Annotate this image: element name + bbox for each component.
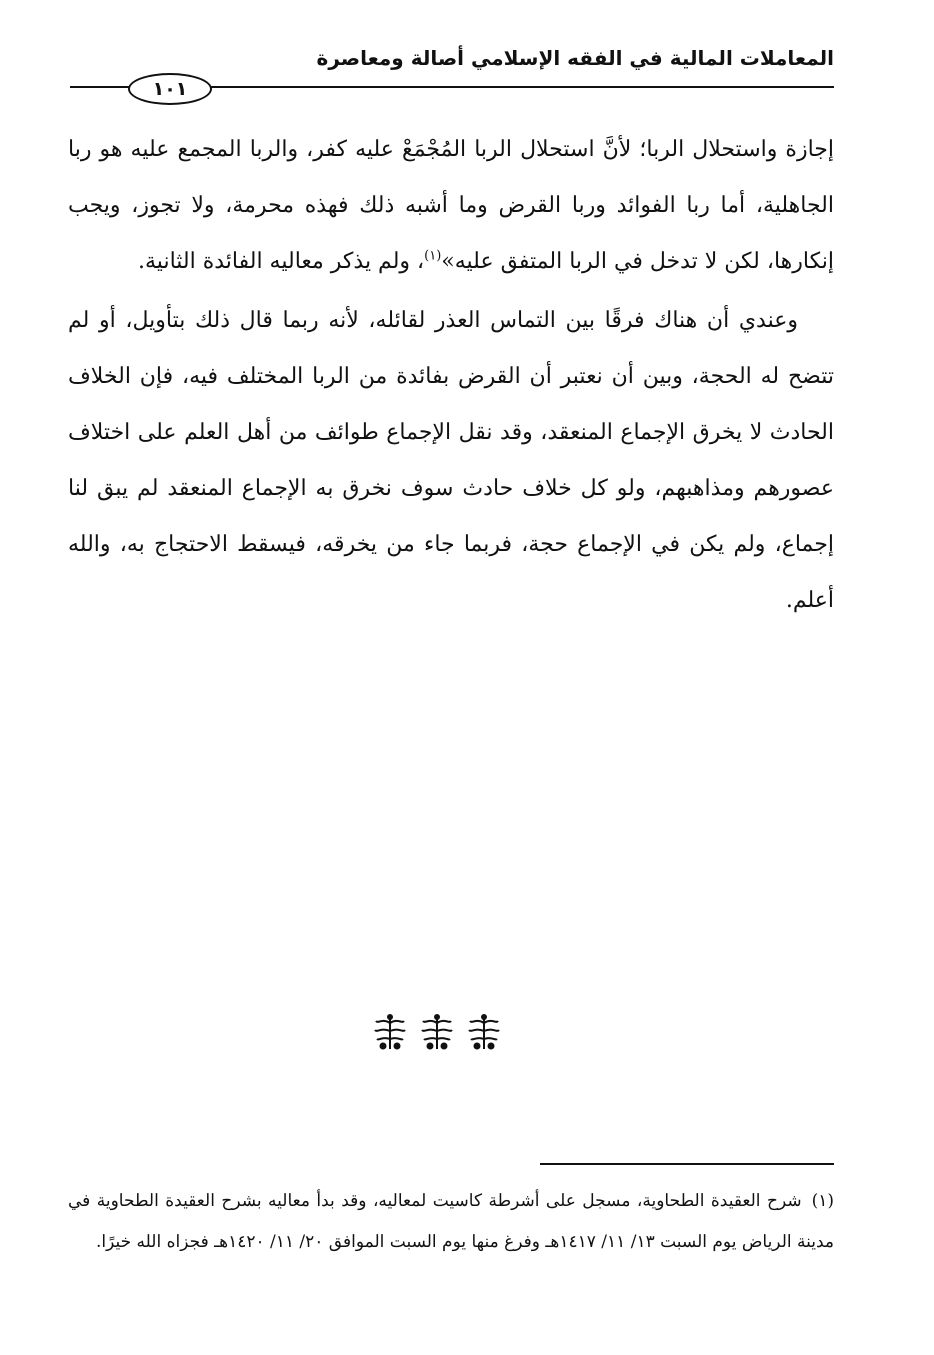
footnote-text: شرح العقيدة الطحاوية، مسجل على أشرطة كاسيت لمعاليه، وقد بدأ معاليه بشرح العقيدة الطحاوية في مدينة الرياض يوم السبت ١٣/ ١١/ ١٤١٧هـ وفرغ منها يوم السبت الموافق ٢٠/ ١١/ ١٤٢٠هـ فجزاه الله خيرًا.: [68, 1191, 834, 1252]
running-header-title: المعاملات المالية في الفقه الإسلامي أصالة ومعاصرة: [316, 46, 834, 70]
footnote-reference[interactable]: (١): [424, 248, 442, 264]
footnote: [68, 1181, 834, 1263]
paragraph-2: وعندي أن هناك فرقًا بين التماس العذر لقائله، لأنه ربما قال ذلك بتأويل، أو لم تتضح له الحجة، وبين أن نعتبر أن القرض بفائدة من الربا المختلف فيه، فإن الخلاف الحادث لا يخرق الإجماع المنعقد، وقد نقل الإجماع طوائف من أهل العلم على اختلاف عصورهم ومذاهبهم، ولو كل خلاف حادث سوف نخرق به الإجماع المنعقد لم يبق لنا إجماع، ولم يكن في الإجماع حجة، فربما جاء من يخرقه، فيسقط الاحتجاج به، والله أعلم.: [68, 308, 835, 613]
paragraph-1-text-after: ، ولم يذكر معاليه الفائدة الثانية.: [138, 249, 425, 274]
paragraph-1-text: إجازة واستحلال الربا؛ لأنَّ استحلال الربا المُجْمَعْ عليه كفر، والربا المجمع عليه هو ربا الجاهلية، أما ربا الفوائد وربا القرض وما أشبه ذلك فهذه محرمة، ولا تجوز، ويجب إنكارها، لكن لا تدخل في الربا المتفق عليه»: [68, 137, 835, 274]
floral-ornament-icon: [372, 1012, 408, 1052]
section-ornaments: [372, 1012, 502, 1056]
page-number-badge: ١٠١: [128, 73, 212, 105]
floral-ornament-icon: [419, 1012, 455, 1052]
paragraph-1: [68, 122, 834, 290]
footnote-separator: [540, 1163, 834, 1165]
main-text: [68, 122, 834, 629]
footnote-marker: (١): [811, 1191, 834, 1211]
floral-ornament-icon: [466, 1012, 502, 1052]
